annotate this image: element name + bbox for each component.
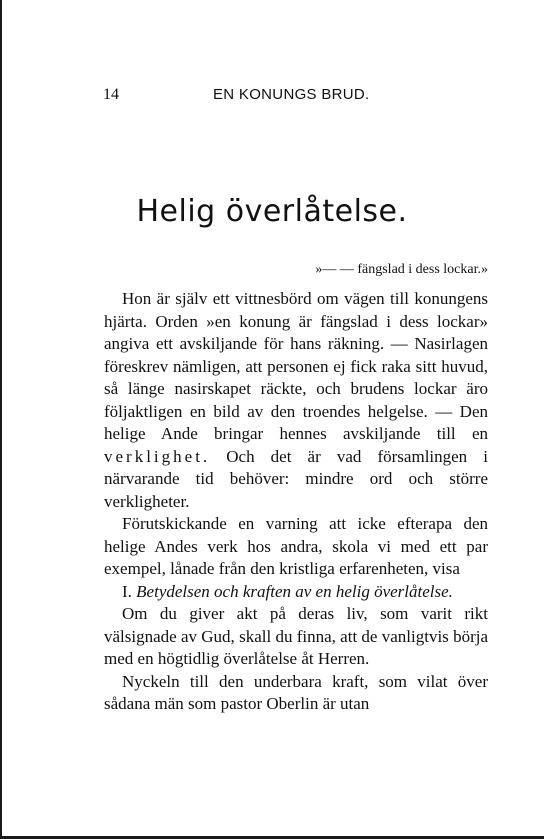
paragraph-3 [104, 581, 488, 604]
paragraph-1 [104, 288, 488, 513]
chapter-title: Helig överlåtelse. [136, 194, 408, 229]
emphasis-verklighet: verklighet. [104, 446, 211, 466]
page-header [0, 86, 544, 106]
section-number: I. [122, 581, 132, 601]
page-edge-left [0, 0, 2, 839]
running-head: EN KONUNGS BRUD. [213, 86, 370, 103]
body-text [104, 288, 488, 716]
paragraph-4: Om du giver akt på deras liv, som varit rikt välsignade av Gud, skall du finna, att de vanligtvis börja med en högtidlig överlåtelse åt Herren. [104, 604, 488, 668]
paragraph-1-text: Hon är själv ett vittnesbörd om vägen till konungens hjärta. Orden »en konung är fängslad i dess lockar» angiva ett avskiljande för hans räkning. — Nasirlagen föreskrev nämligen, att personen ej fick raka sitt huvud, så länge nasirskapet räckte, och brudens lockar äro följaktligen en bild av den troendes helgelse. — Den helige Ande bringar hennes avskiljande till en [104, 289, 488, 443]
paragraph-5: Nyckeln till den underbara kraft, som vilat över sådana män som pastor Oberlin är utan [104, 671, 488, 713]
section-heading: Betydelsen och kraften av en helig överlåtelse. [136, 581, 453, 601]
paragraph-1-continuation: Och det är vad församlingen i närvarande tid behöver: mindre ord och större verkligheter. [104, 446, 488, 511]
paragraph-2: Förutskickande en varning att icke efterapa den helige Andes verk hos andra, skola vi med ett par exempel, lånade från den kristliga erfarenheten, visa [104, 514, 488, 578]
epigraph: »— — fängslad i dess lockar.» [315, 262, 488, 277]
page-number: 14 [103, 86, 119, 103]
